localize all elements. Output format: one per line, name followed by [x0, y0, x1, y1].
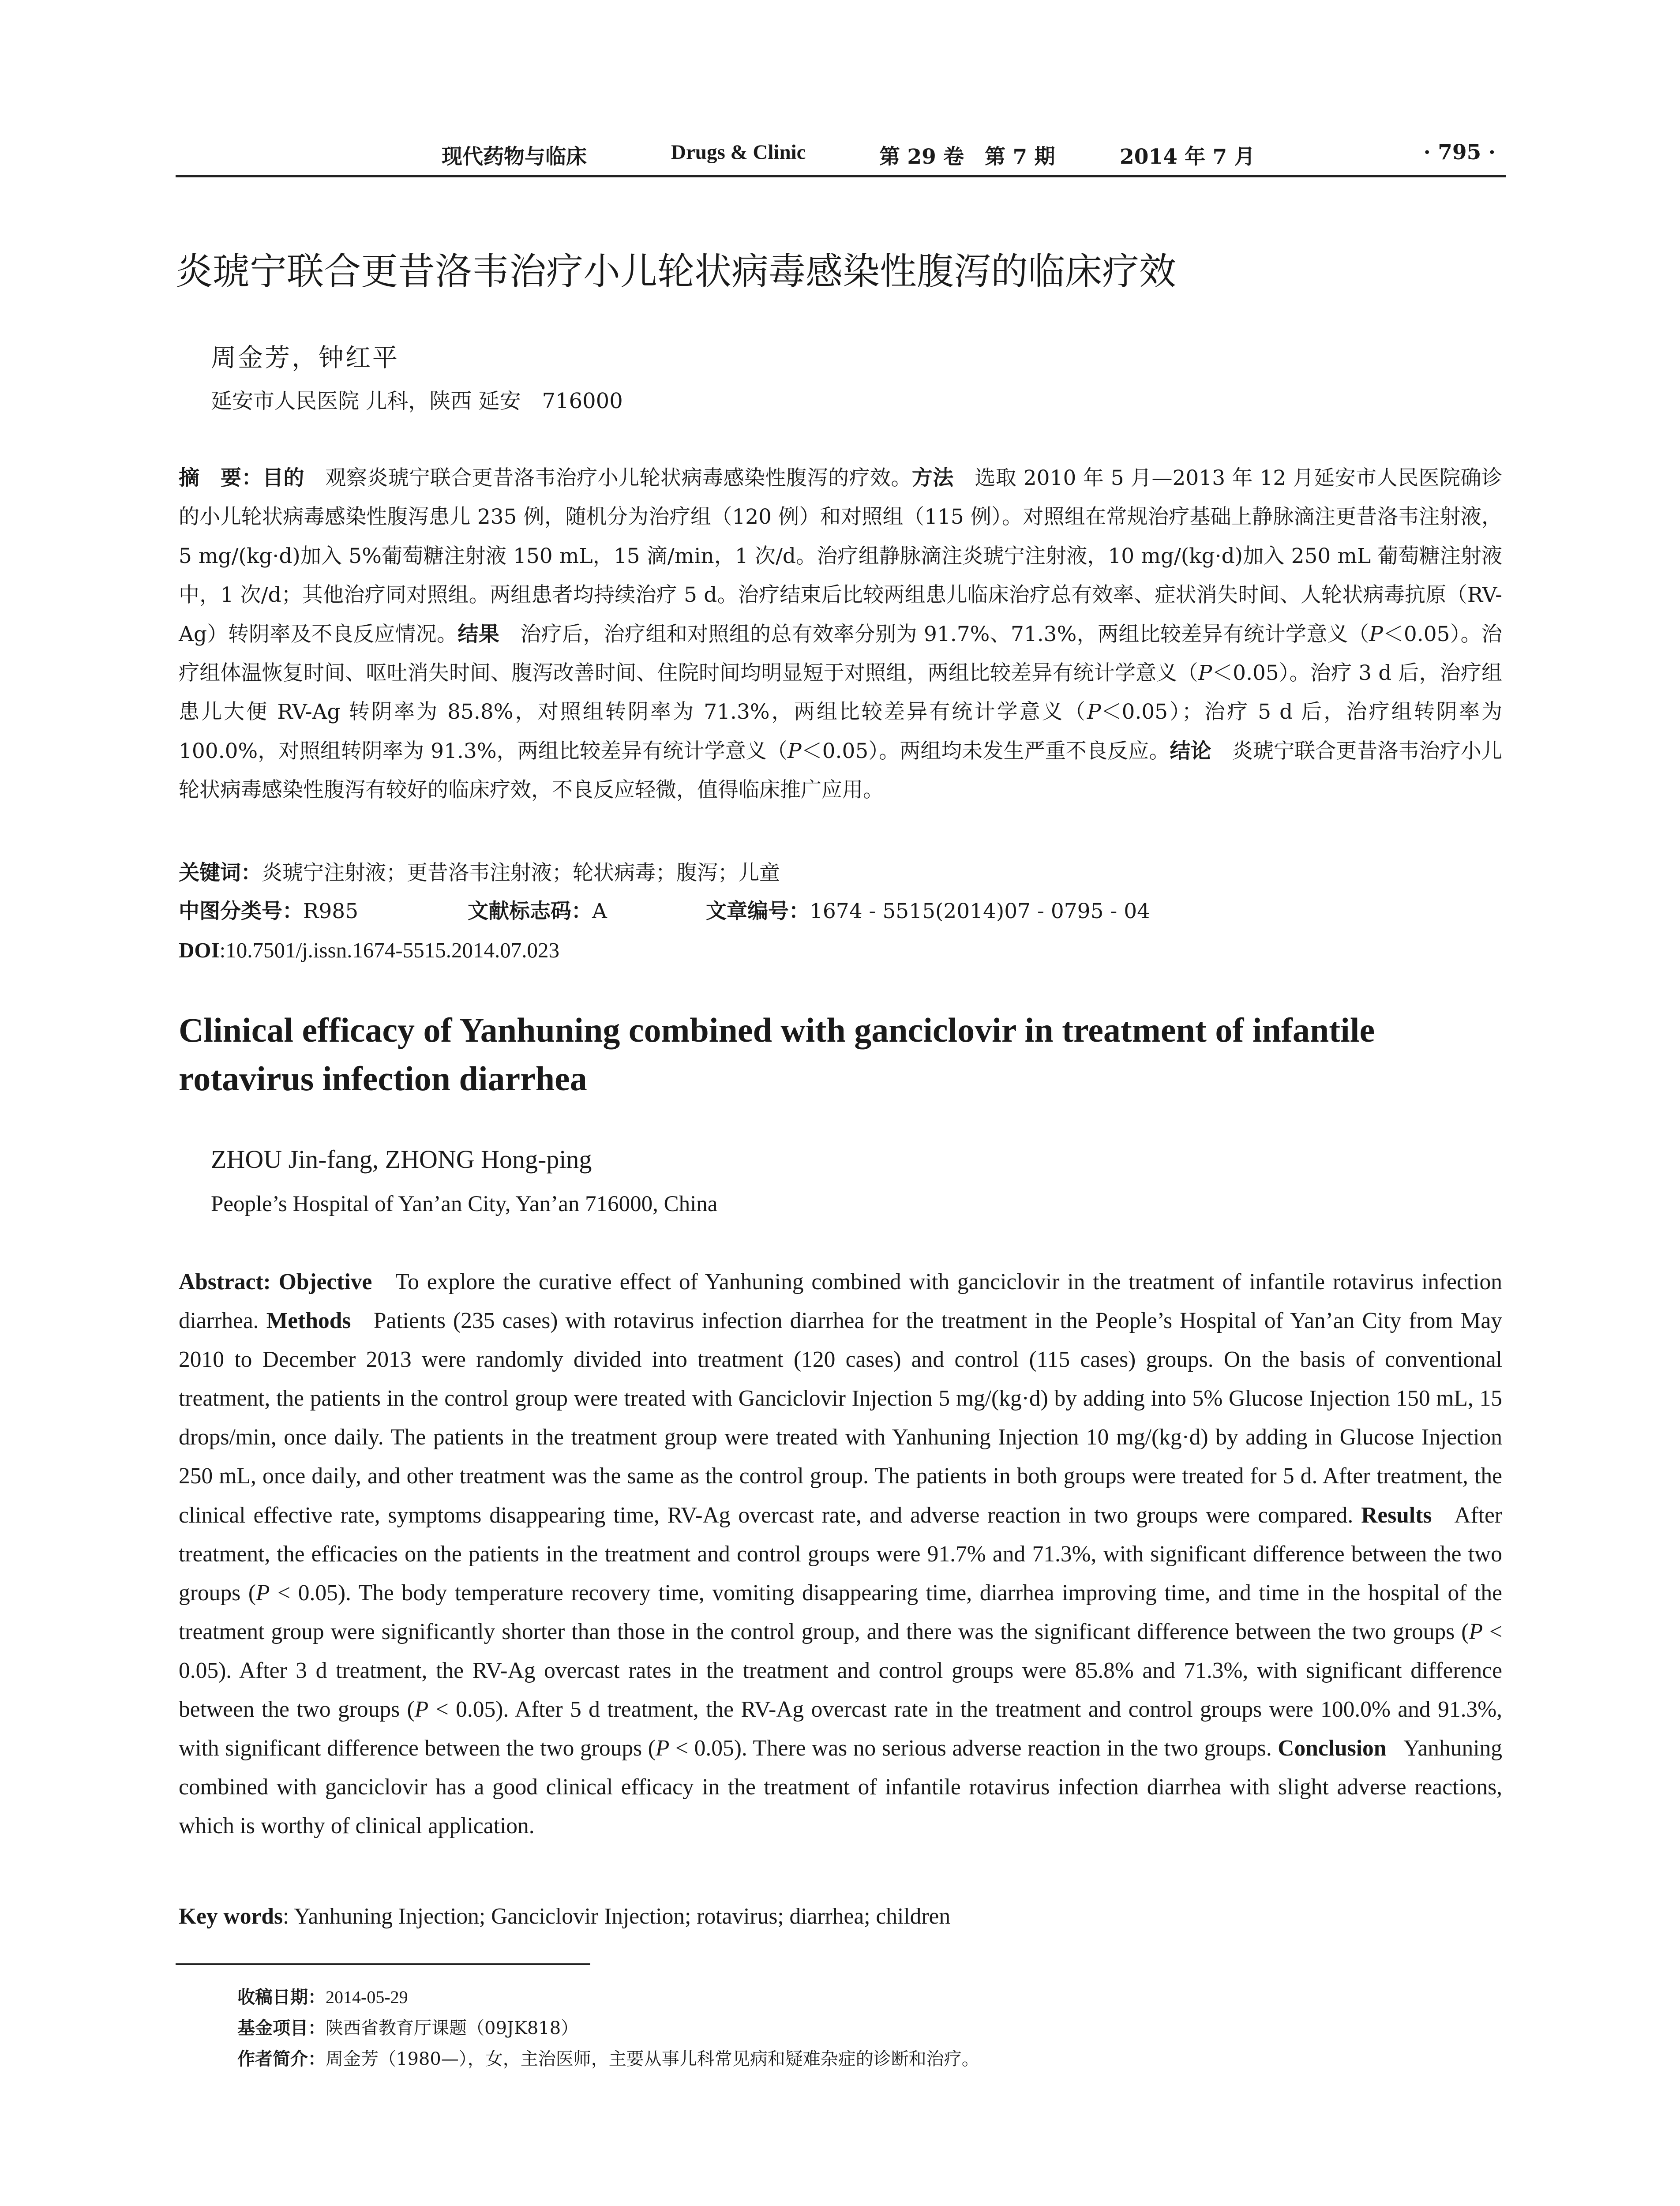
doc-code-label: 文献标志码：: [468, 899, 592, 923]
received-date: 2014-05-29: [326, 1987, 408, 2007]
volume-issue: 第 29 卷 第 7 期: [879, 145, 1055, 169]
results-label-en: Results: [1361, 1502, 1432, 1528]
footnote-author: [237, 2045, 979, 2070]
article-no-label: 文章编号：: [706, 899, 810, 923]
article-number: 1674 - 5515(2014)07 - 0795 - 04: [810, 899, 1151, 923]
keywords-cn: [179, 854, 1502, 893]
clc-number: R985: [303, 899, 359, 923]
journal-name-en: Drugs & Clinic: [671, 141, 806, 164]
conclusion-label-en: Conclusion: [1278, 1736, 1387, 1761]
doi-label: DOI: [179, 938, 220, 962]
p-symbol: P: [414, 1697, 429, 1722]
keywords-label-cn: 关键词：: [179, 861, 262, 885]
author-bio-label: 作者简介：: [237, 2049, 326, 2069]
page-number: · 795 ·: [1423, 140, 1496, 165]
objective-en: To explore the curative effect of Yanhuning combined with ganciclovir in the treatment of infantile rotavirus infection diarrhea.: [179, 1269, 1502, 1334]
issue-date: 2014 年 7 月: [1120, 145, 1255, 169]
doi-line: [179, 931, 1502, 970]
author-bio-text: 周金芳（1980—），女，主治医师，主要从事儿科常见病和疑难杂症的诊断和治疗。: [326, 2049, 979, 2069]
abstract-en: [179, 1263, 1502, 1846]
keywords-label-en: Key words: [179, 1904, 283, 1929]
conclusion-en: Yanhuning combined with ganciclovir has a good clinical efficacy in the treatment of infantile rotavirus infection diarrhea with slight adverse reactions, which is worthy of clinical application.: [179, 1736, 1502, 1839]
objective-label-cn: 目的: [262, 466, 304, 490]
methods-label-cn: 方法: [911, 466, 954, 490]
journal-name-cn: 现代药物与临床: [442, 145, 587, 169]
keywords-en: [179, 1897, 1502, 1936]
abstract-cn: [179, 459, 1502, 810]
doi-value: :10.7501/j.issn.1674-5515.2014.07.023: [219, 938, 559, 962]
results-en-3: < 0.05). After 3 d treatment, the RV-Ag overcast rates in the treatment and control groups were 85.8% and 71.3%, with significant difference between the two groups (: [179, 1619, 1502, 1722]
results-en-2: < 0.05). The body temperature recovery time, vomiting disappearing time, diarrhea improving time, and time in the hospital of the treatment group were significantly shorter than those in the control group, and there was the significant difference between the two groups (: [179, 1580, 1502, 1644]
methods-label-en: Methods: [266, 1308, 351, 1334]
classification-line: [179, 892, 1502, 931]
p-symbol: P: [1469, 1619, 1483, 1644]
results-en-4: < 0.05). After 5 d treatment, the RV-Ag overcast rate in the treatment and control groups were 100.0% and 91.3%, with significant difference between the two groups (: [179, 1697, 1502, 1761]
received-label: 收稿日期：: [237, 1987, 326, 2007]
p-symbol: P: [1087, 700, 1101, 724]
article-title-en: Clinical efficacy of Yanhuning combined with ganciclovir in treatment of infantile rotavirus infection diarrhea: [179, 1011, 1375, 1098]
authors-cn: 周金芳，钟红平: [211, 343, 399, 372]
results-cn-5: ＜0.05）。两组均未发生严重不良反应。: [801, 739, 1170, 763]
results-cn-3: ＜0.05）。治疗 3 d 后，治疗组患儿大便 RV-Ag 转阴率为 85.8%，对照组转阴率为 71.3%，两组比较差异有统计学意义（: [179, 661, 1502, 724]
article-title-cn: 炎琥宁联合更昔洛韦治疗小儿轮状病毒感染性腹泻的临床疗效: [176, 250, 1177, 293]
running-header: [176, 140, 1504, 176]
results-en-1: After treatment, the efficacies on the patients in the treatment and control groups were 91.7% and 71.3%, with significant difference between the two groups (: [179, 1502, 1502, 1606]
abstract-label-en: Abstract: Objective: [179, 1269, 372, 1294]
p-symbol: P: [1369, 622, 1383, 646]
methods-cn: 选取 2010 年 5 月—2013 年 12 月延安市人民医院确诊的小儿轮状病毒感染性腹泻患儿 235 例，随机分为治疗组（120 例）和对照组（115 例）。对照组在常规治疗基础上静脉滴注更昔洛韦注射液，5 mg/(kg·d)加入 5%葡萄糖注射液 150 mL，15 滴/min，1 次/d。治疗组静脉滴注炎琥宁注射液，10 mg/(kg·d)加入 250 mL 葡萄糖注射液中，1 次/d；其他治疗同对照组。两组患者均持续治疗 5 d。治疗结束后比较两组患儿临床治疗总有效率、症状消失时间、人轮状病毒抗原（RV-Ag）转阴率及不良反应情况。: [179, 466, 1503, 646]
results-cn-4: ＜0.05）；治疗 5 d 后，治疗组转阴率为 100.0%，对照组转阴率为 91.3%，两组比较差异有统计学意义（: [179, 700, 1502, 763]
doc-code: A: [592, 899, 607, 923]
conclusion-cn: 炎琥宁联合更昔洛韦治疗小儿轮状病毒感染性腹泻有较好的临床疗效，不良反应轻微，值得临床推广应用。: [179, 739, 1503, 803]
objective-cn: 观察炎琥宁联合更昔洛韦治疗小儿轮状病毒感染性腹泻的疗效。: [325, 466, 912, 490]
p-symbol: P: [655, 1736, 670, 1761]
footnote-received: [237, 1983, 408, 2008]
methods-en: Patients (235 cases) with rotavirus infection diarrhea for the treatment in the People’s Hospital of Yan’an City from May 2010 to December 2013 were randomly divided into treatment (120 cases) and control (115 cases) groups. On the basis of conventional treatment, the patients in the control group were treated with Ganciclovir Injection 5 mg/(kg·d) by adding into 5% Glucose Injection 150 mL, 15 drops/min, once daily. The patients in the treatment group were treated with Yanhuning Injection 10 mg/(kg·d) by adding in Glucose Injection 250 mL, once daily, and other treatment was the same as the control group. The patients in both groups were treated for 5 d. After treatment, the clinical effective rate, symptoms disappearing time, RV-Ag overcast rate, and adverse reaction in two groups were compared.: [179, 1308, 1503, 1528]
p-symbol: P: [1198, 661, 1212, 686]
header-rule: [176, 175, 1506, 177]
authors-en: ZHOU Jin-fang, ZHONG Hong-ping: [211, 1145, 592, 1174]
p-symbol: P: [788, 739, 802, 763]
footnote-rule: [176, 1963, 590, 1965]
results-cn-1: 治疗后，治疗组和对照组的总有效率分别为 91.7%、71.3%，两组比较差异有统计学意义（: [520, 622, 1369, 646]
results-en-5: < 0.05). There was no serious adverse reaction in the two groups.: [669, 1736, 1272, 1761]
affiliation-cn: 延安市人民医院 儿科，陕西 延安 716000: [211, 389, 623, 413]
abstract-label-cn: 摘 要：: [179, 466, 262, 490]
fund-text: 陕西省教育厅课题（09JK818）: [326, 2018, 579, 2038]
clc-label: 中图分类号：: [179, 899, 303, 923]
keywords-list-cn: 炎琥宁注射液；更昔洛韦注射液；轮状病毒；腹泻；儿童: [262, 861, 780, 885]
fund-label: 基金项目：: [237, 2018, 326, 2038]
results-label-cn: 结果: [458, 622, 500, 646]
footnote-fund: [237, 2014, 578, 2039]
results-cn-2: ＜0.05）。治疗组体温恢复时间、呕吐消失时间、腹泻改善时间、住院时间均明显短于对照组，两组比较差异有统计学意义（: [179, 622, 1503, 686]
conclusion-label-cn: 结论: [1170, 739, 1211, 763]
keywords-list-en: : Yanhuning Injection; Ganciclovir Injection; rotavirus; diarrhea; children: [283, 1904, 951, 1929]
affiliation-en: People’s Hospital of Yan’an City, Yan’an 716000, China: [211, 1192, 718, 1216]
p-symbol: P: [255, 1580, 270, 1606]
